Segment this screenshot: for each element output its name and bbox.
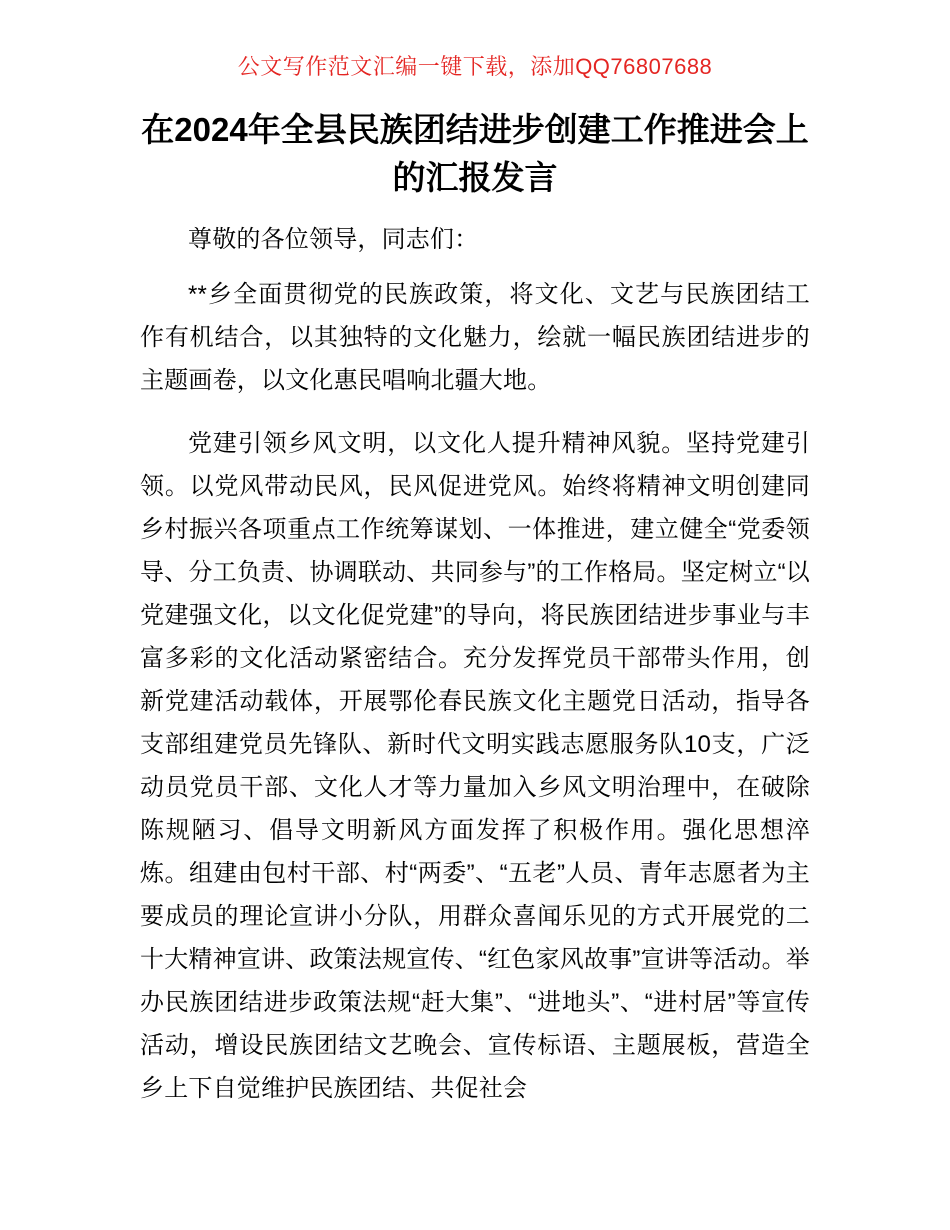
document-body	[140, 218, 810, 1110]
page-title-line-1: 在2024年全县民族团结进步创建工作推进会上	[141, 111, 809, 148]
page-title	[120, 106, 830, 202]
paragraph-intro: **乡全面贯彻党的民族政策，将文化、文艺与民族团结工作有机结合，以其独特的文化魅力，绘就一幅民族团结进步的主题画卷，以文化惠民唱响北疆大地。	[140, 281, 810, 394]
page-title-line-2: 的汇报发言	[392, 159, 558, 196]
paragraph-main: 党建引领乡风文明，以文化人提升精神风貌。坚持党建引领。以党风带动民风，民风促进党风。始终将精神文明创建同乡村振兴各项重点工作统筹谋划、一体推进，建立健全“党委领导、分工负责、协调联动、共同参与”的工作格局。坚定树立“以党建强文化，以文化促党建”的导向，将民族团结进步事业与丰富多彩的文化活动紧密结合。充分发挥党员干部带头作用，创新党建活动载体，开展鄂伦春民族文化主题党日活动，指导各支部组建党员先锋队、新时代文明实践志愿服务队10支，广泛动员党员干部、文化人才等力量加入乡风文明治理中，在破除陈规陋习、倡导文明新风方面发挥了积极作用。强化思想淬炼。组建由包村干部、村“两委”、“五老”人员、青年志愿者为主要成员的理论宣讲小分队，用群众喜闻乐见的方式开展党的二十大精神宣讲、政策法规宣传、“红色家风故事”宣讲等活动。举办民族团结进步政策法规“赶大集”、“进地头”、“进村居”等宣传活动，增设民族团结文艺晚会、宣传标语、主题展板，营造全乡上下自觉维护民族团结、共促社会	[140, 430, 810, 1102]
paragraph-salutation: 尊敬的各位领导，同志们：	[188, 226, 479, 253]
promo-banner: 公文写作范文汇编一键下载，添加QQ76807688	[237, 54, 713, 79]
